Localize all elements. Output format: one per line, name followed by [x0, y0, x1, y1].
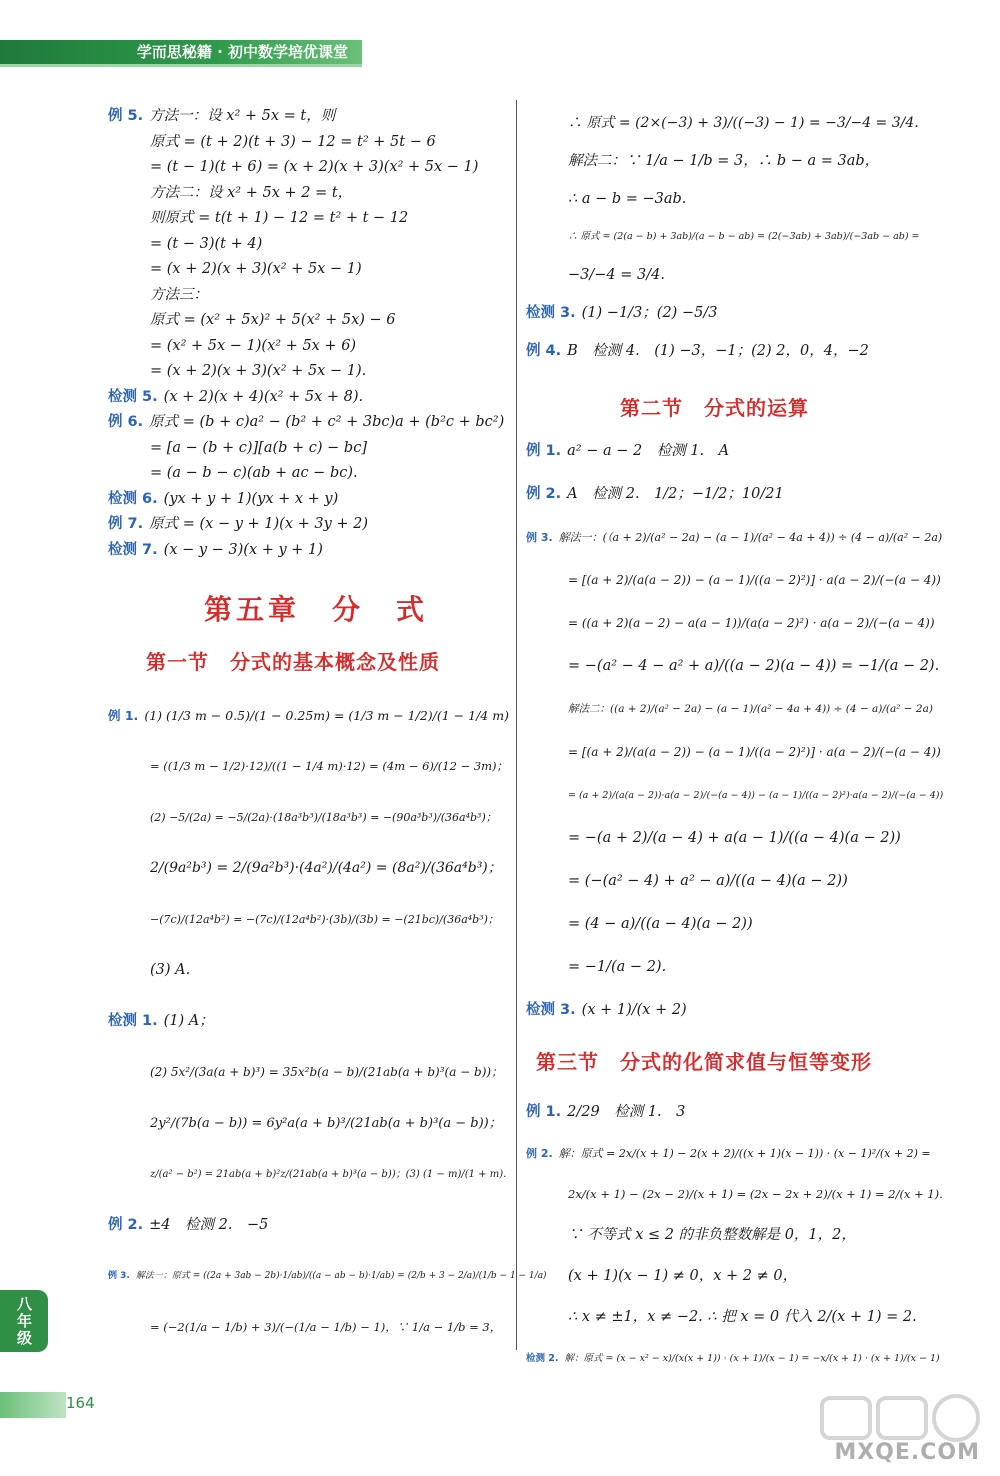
item-label: 例 6. [108, 414, 144, 430]
text-line [108, 792, 512, 843]
left-column [108, 104, 508, 563]
item-label: 例 4. [526, 343, 562, 359]
text-line [108, 436, 508, 462]
item-label: 例 2. [526, 1147, 553, 1160]
item-text: = (−(a² − 4) + a² − a)/((a − 4)(a − 2)) [568, 873, 848, 889]
text-line [108, 257, 508, 283]
item-text: = ((a + 2)(a − 2) − a(a − 1))/(a(a − 2)²) · a(a − 2)/(−(a − 4)) [568, 616, 935, 630]
text-line [526, 516, 946, 559]
text-line [108, 181, 508, 207]
text-line [108, 487, 508, 513]
left-top-block [108, 104, 508, 563]
item-text: 则原式 = t(t + 1) − 12 = t² + t − 12 [150, 210, 409, 226]
text-line [526, 1215, 946, 1256]
item-text: ∴ 原式 = (2×(−3) + 3)/((−3) − 1) = −3/−4 = 3/4. [568, 115, 919, 131]
text-line [526, 645, 946, 688]
text-line [526, 1256, 946, 1297]
item-label: 例 3. [108, 1271, 130, 1281]
item-label: 检测 7. [108, 541, 158, 558]
left-lower-lines [108, 690, 547, 1353]
item-label: 检测 3. [526, 1002, 576, 1018]
text-line [526, 294, 926, 332]
text-line [526, 1174, 946, 1215]
right-top-block [526, 104, 926, 370]
text-line [108, 461, 508, 487]
item-text: (x + 2)(x + 4)(x² + 5x + 8). [163, 388, 364, 405]
item-text: 方法一：设 x² + 5x = t，则 [149, 108, 336, 124]
text-line [526, 256, 926, 294]
item-text: = (a + 2)/(a(a − 2))·a(a − 2)/(−(a − 4)) − (a − 1)/((a − 2)²)·a(a − 2)/(−(a − 4)) [568, 790, 944, 801]
item-text: (yx + y + 1)(yx + x + y) [163, 490, 339, 507]
text-line [108, 410, 508, 436]
right-low-block [526, 1092, 946, 1379]
text-line [526, 860, 946, 903]
text-line [108, 385, 508, 411]
item-text: = [a − (b + c)][a(b + c) − bc] [150, 439, 367, 456]
item-text: (2) 5x²/(3a(a + b)³) = 35x²b(a − b)/(21ab(a + b)³(a − b))； [150, 1065, 504, 1079]
item-text: 原式 = (b + c)a² − (b² + c² + 3bc)a + (b²c + bc²) [149, 414, 505, 430]
text-line [108, 334, 508, 360]
text-line [526, 104, 926, 142]
right-column [526, 104, 926, 370]
text-line [526, 180, 926, 218]
item-text: (x + 1)/(x + 2) [581, 1002, 687, 1018]
text-line [526, 731, 946, 774]
page-number: 164 [66, 1394, 95, 1412]
text-line [108, 1200, 512, 1251]
item-text: (2) −5/(2a) = −5/(2a)·(18a³b³)/(18a³b³) = −(90a³b³)/(36a⁴b³)； [150, 811, 497, 824]
item-text: = (t − 3)(t + 4) [150, 235, 263, 252]
item-text: = (−2(1/a − 1/b) + 3)/(−(1/a − 1/b) − 1)，∵ 1/a − 1/b = 3， [150, 1320, 502, 1334]
item-text: (x − y − 3)(x + y + 1) [163, 541, 323, 558]
item-text: = (x + 2)(x + 3)(x² + 5x − 1) [150, 261, 362, 277]
item-text: = (4 − a)/((a − 4)(a − 2)) [568, 916, 753, 932]
text-line [108, 894, 512, 945]
item-text: 原式 = (x² + 5x)² + 5(x² + 5x) − 6 [150, 312, 396, 328]
text-line [526, 332, 926, 370]
section-title-1: 第一节 分式的基本概念及性质 [146, 650, 440, 674]
text-line [526, 602, 946, 645]
item-label: 检测 3. [526, 305, 576, 321]
item-label: 例 3. [526, 531, 553, 544]
item-text: 解法二：((a + 2)/(a² − 2a) − (a − 1)/(a² − 4a + 4)) ÷ (4 − a)/(a² − 2a) [568, 703, 933, 715]
item-text: −3/−4 = 3/4. [568, 267, 665, 283]
text-line [108, 155, 508, 181]
text-line [108, 232, 508, 258]
item-text: = [(a + 2)/(a(a − 2)) − (a − 1)/((a − 2)²)] · a(a − 2)/(−(a − 4)) [568, 745, 941, 759]
item-text: (1) (1/3 m − 0.5)/(1 − 0.25m) = (1/3 m − 1/2)/(1 − 1/4 m) [144, 708, 509, 723]
item-label: 检测 5. [108, 388, 158, 405]
item-text: 2/29 检测 1. 3 [567, 1104, 686, 1120]
item-label: 例 2. [108, 1217, 144, 1233]
item-text: 2y²/(7b(a − b)) = 6y²a(a + b)³/(21ab(a + b)³(a − b))； [150, 1116, 502, 1131]
watermark-text: MXQE.COM [834, 1440, 980, 1465]
text-line [526, 946, 946, 989]
item-text: a² − a − 2 检测 1. A [567, 443, 730, 459]
text-line [108, 538, 508, 564]
text-line [108, 945, 512, 996]
item-label: 例 2. [526, 486, 562, 502]
item-label: 例 7. [108, 516, 144, 532]
item-text: = (x + 2)(x + 3)(x² + 5x − 1). [150, 363, 367, 379]
text-line [526, 989, 946, 1032]
item-text: 原式 = (t + 2)(t + 3) − 12 = t² + 5t − 6 [150, 133, 436, 150]
item-text: ±4 检测 2. −5 [149, 1217, 269, 1233]
item-text: ∴ x ≠ ±1，x ≠ −2. ∴ 把 x = 0 代入 2/(x + 1) = 2. [568, 1309, 917, 1325]
item-text: = ((1/3 m − 1/2)·12)/((1 − 1/4 m)·12) = (4m − 6)/(12 − 3m)； [150, 759, 509, 773]
item-text: 2/(9a²b³) = 2/(9a²b³)·(4a²)/(4a²) = (8a²)/(36a⁴b³)； [150, 860, 502, 876]
item-text: 方法三： [150, 286, 208, 303]
right-mid-block [526, 430, 946, 1032]
item-text: ∵ 不等式 x ≤ 2 的非负整数解是 0，1，2， [568, 1227, 856, 1243]
item-text: 解法二：∵ 1/a − 1/b = 3，∴ b − a = 3ab， [568, 153, 880, 169]
item-text: −(7c)/(12a⁴b²) = −(7c)/(12a⁴b²)·(3b)/(3b) = −(21bc)/(36a⁴b³)； [150, 913, 499, 926]
item-text: = (x² + 5x − 1)(x² + 5x + 6) [150, 337, 357, 354]
text-line [108, 206, 508, 232]
item-text: ∴ a − b = −3ab. [568, 191, 687, 207]
item-text: = (t − 1)(t + 6) = (x + 2)(x + 3)(x² + 5x − 1) [150, 159, 479, 175]
text-line [526, 774, 946, 817]
right-low-lines [526, 1092, 946, 1379]
item-text: 方法二：设 x² + 5x + 2 = t， [150, 184, 353, 201]
section-title-3: 第三节 分式的化简求值与恒等变形 [536, 1050, 872, 1074]
item-text: (3) A. [150, 962, 191, 978]
item-text: 解法一：原式 = ((2a + 3ab − 2b)·1/ab)/((a − ab − b)·1/ab) = (2/b + 3 − 2/a)/(1/b − 1 − 1/a) [135, 1271, 547, 1281]
section-title-2: 第二节 分式的运算 [620, 396, 809, 420]
text-line [526, 559, 946, 602]
item-text: B 检测 4. (1) −3，−1；(2) 2，0，4，−2 [567, 343, 869, 359]
text-line [526, 1338, 946, 1379]
header-band [0, 40, 362, 64]
column-divider [516, 100, 517, 1350]
item-text: z/(a² − b²) = 21ab(a + b)²z/(21ab(a + b)³(a − b))；(3) (1 − m)/(1 + m). [150, 1169, 507, 1180]
text-line [526, 688, 946, 731]
text-line [108, 359, 508, 385]
grade-side-tab: 八年级 [0, 1290, 48, 1352]
text-line [108, 283, 508, 309]
text-line [108, 104, 508, 130]
text-line [108, 308, 508, 334]
text-line [526, 903, 946, 946]
header-stripe [0, 64, 362, 67]
item-label: 检测 1. [108, 1013, 158, 1029]
item-text: 解：原式 = 2x/(x + 1) − 2(x + 2)/((x + 1)(x − 1)) · (x − 1)²/(x + 2) = [558, 1147, 931, 1160]
header-title: 学而思秘籍 · 初中数学培优课堂 [136, 43, 348, 61]
text-line [526, 1092, 946, 1133]
text-line [108, 996, 512, 1047]
text-line [108, 1302, 512, 1353]
item-text: = −(a² − 4 − a² + a)/((a − 2)(a − 4)) = −1/(a − 2). [568, 658, 940, 674]
text-line [108, 741, 512, 792]
text-line [108, 1251, 547, 1302]
right-mid-lines [526, 430, 946, 1032]
item-text: 解：原式 = (x − x² − x)/(x(x + 1)) · (x + 1)/(x − 1) = −x/(x + 1) · (x + 1)/(x − 1) [564, 1353, 940, 1364]
text-line [526, 142, 926, 180]
item-text: = −(a + 2)/(a − 4) + a(a − 1)/((a − 4)(a − 2)) [568, 830, 901, 846]
item-text: = (a − b − c)(ab + ac − bc). [150, 465, 358, 481]
item-text: 2x/(x + 1) − (2x − 2)/(x + 1) = (2x − 2x + 2)/(x + 1) = 2/(x + 1). [568, 1187, 943, 1201]
text-line [526, 430, 946, 473]
item-text: ∴ 原式 = (2(a − b) + 3ab)/(a − b − ab) = (2(−3ab) + 3ab)/(−3ab − ab) = [568, 231, 920, 242]
item-label: 检测 2. [526, 1353, 559, 1364]
chapter-title: 第五章 分 式 [203, 593, 428, 626]
item-text: (1) −1/3；(2) −5/3 [581, 305, 718, 321]
item-text: 原式 = (x − y + 1)(x + 3y + 2) [149, 516, 369, 532]
item-text: = [(a + 2)/(a(a − 2)) − (a − 1)/((a − 2)²)] · a(a − 2)/(−(a − 4)) [568, 573, 941, 587]
item-label: 例 5. [108, 108, 144, 124]
left-lower-block [108, 690, 547, 1353]
text-line [526, 1297, 946, 1338]
item-label: 例 1. [526, 443, 562, 459]
text-line [108, 1149, 512, 1200]
text-line [108, 1098, 512, 1149]
item-label: 例 1. [108, 708, 139, 723]
item-text: 解法一：(（a + 2)/(a² − 2a) − (a − 1)/(a² − 4a + 4)) ÷ (4 − a)/(a² − 2a) [558, 531, 943, 544]
item-text: A 检测 2. 1/2；−1/2；10/21 [567, 486, 784, 502]
item-text: (1) A； [163, 1013, 214, 1029]
text-line [108, 843, 512, 894]
item-text: = −1/(a − 2). [568, 959, 667, 975]
item-label: 检测 6. [108, 490, 158, 507]
item-text: (x + 1)(x − 1) ≠ 0，x + 2 ≠ 0， [568, 1268, 798, 1284]
text-line [108, 1047, 512, 1098]
text-line [526, 218, 926, 256]
text-line [108, 690, 512, 741]
text-line [526, 473, 946, 516]
text-line [526, 1133, 946, 1174]
text-line [108, 512, 508, 538]
footer-band [0, 1392, 66, 1418]
text-line [526, 817, 946, 860]
text-line [108, 130, 508, 156]
item-label: 例 1. [526, 1104, 562, 1120]
